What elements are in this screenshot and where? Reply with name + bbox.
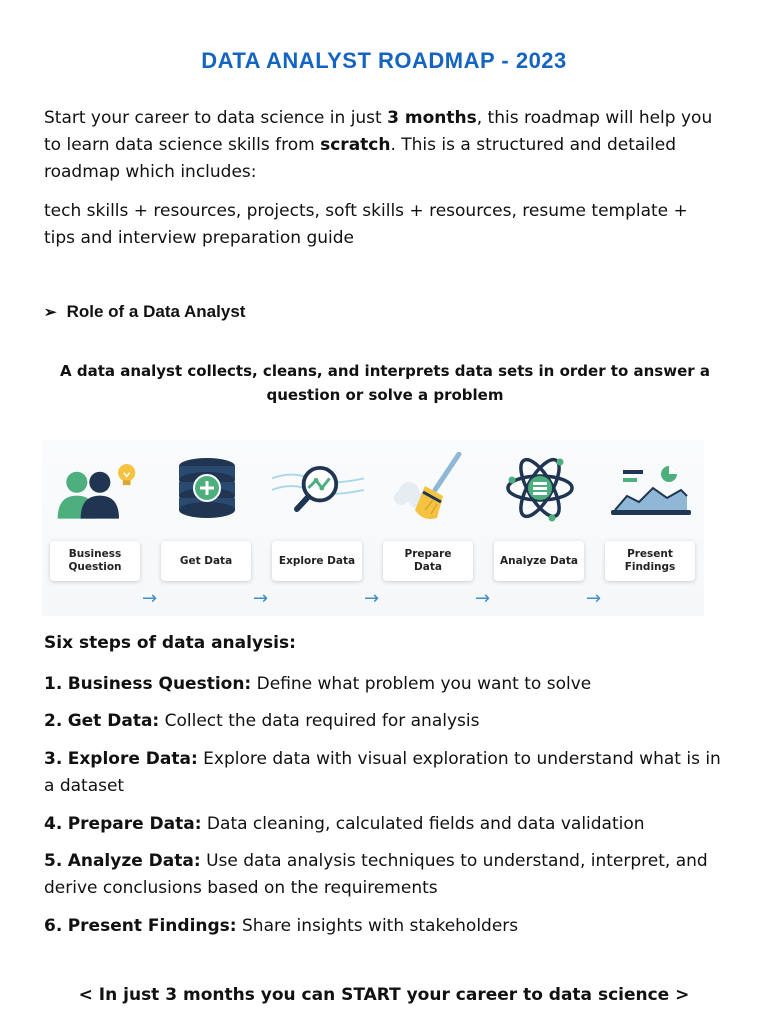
six-steps-heading: Six steps of data analysis: [44, 633, 296, 653]
diagram-step [50, 440, 142, 616]
role-heading [44, 302, 245, 322]
step-label: Business Question: [67, 674, 252, 694]
step-card-prepare-data: Prepare Data [383, 541, 473, 581]
step-item [44, 811, 724, 838]
role-heading-text: Role of a Data Analyst [66, 302, 246, 321]
analysis-steps-diagram [42, 440, 704, 616]
database-plus-icon [161, 446, 253, 530]
step-number: 1. [44, 674, 63, 694]
intro-paragraph [44, 105, 724, 186]
intro-text-3: . This is a structured and detailed roadmap which includes: [44, 135, 676, 182]
page-title: DATA ANALYST ROADMAP - 2023 [201, 48, 567, 73]
step-description: Define what problem you want to solve [251, 674, 592, 694]
step-card-get-data: Get Data [161, 541, 251, 581]
step-label: Prepare Data: [67, 814, 202, 834]
step-number: 5. [44, 851, 63, 871]
chart-laptop-icon [605, 446, 697, 530]
step-label: Get Data: [67, 711, 160, 731]
arrow-bullet-icon: ➢ [44, 304, 57, 321]
step-description: Data cleaning, calculated fields and data validation [201, 814, 645, 834]
arrow-right-icon: → [142, 588, 158, 609]
step-item [44, 746, 724, 800]
step-card-business-question: Business Question [50, 541, 140, 581]
step-card-analyze-data: Analyze Data [494, 541, 584, 581]
diagram-step [383, 440, 475, 616]
step-label: Present Findings: [67, 916, 237, 936]
intro-emphasis-scratch: scratch [320, 135, 391, 155]
step-number: 6. [44, 916, 63, 936]
diagram-step [605, 440, 697, 616]
step-card-present-findings: Present Findings [605, 541, 695, 581]
step-number: 4. [44, 814, 63, 834]
step-description: Collect the data required for analysis [159, 711, 480, 731]
step-item [44, 671, 724, 698]
diagram-step [272, 440, 364, 616]
intro-text-2: , this roadmap will help you to learn data science skills from [44, 108, 713, 155]
step-description: Share insights with stakeholders [236, 916, 519, 936]
step-item [44, 848, 724, 902]
diagram-step [161, 440, 253, 616]
intro-emphasis-months: 3 months [387, 108, 477, 128]
step-label: Explore Data: [67, 749, 198, 769]
arrow-right-icon: → [475, 588, 491, 609]
step-item [44, 708, 724, 735]
arrow-right-icon: → [364, 588, 380, 609]
intro-text-1: Start your career to data science in just [44, 108, 388, 128]
step-number: 3. [44, 749, 63, 769]
magnifier-chart-icon [272, 446, 364, 530]
step-label: Analyze Data: [67, 851, 201, 871]
step-card-explore-data: Explore Data [272, 541, 362, 581]
atom-data-icon [494, 446, 586, 530]
arrow-right-icon: → [253, 588, 269, 609]
step-description: Explore data with visual exploration to understand what is in a dataset [44, 749, 721, 796]
people-lightbulb-icon [50, 446, 142, 530]
step-item [44, 913, 724, 940]
step-description: Use data analysis techniques to understand, interpret, and derive conclusions based on the requirements [44, 851, 708, 898]
diagram-step [494, 440, 586, 616]
broom-icon [383, 446, 475, 530]
intro-includes: tech skills + resources, projects, soft skills + resources, resume template + tips and interview preparation guide [44, 201, 688, 248]
arrow-right-icon: → [586, 588, 602, 609]
step-number: 2. [44, 711, 63, 731]
footer-tagline: < In just 3 months you can START your career to data science > [78, 985, 690, 1005]
role-definition: A data analyst collects, cleans, and interprets data sets in order to answer a question or solve a problem [60, 362, 711, 404]
